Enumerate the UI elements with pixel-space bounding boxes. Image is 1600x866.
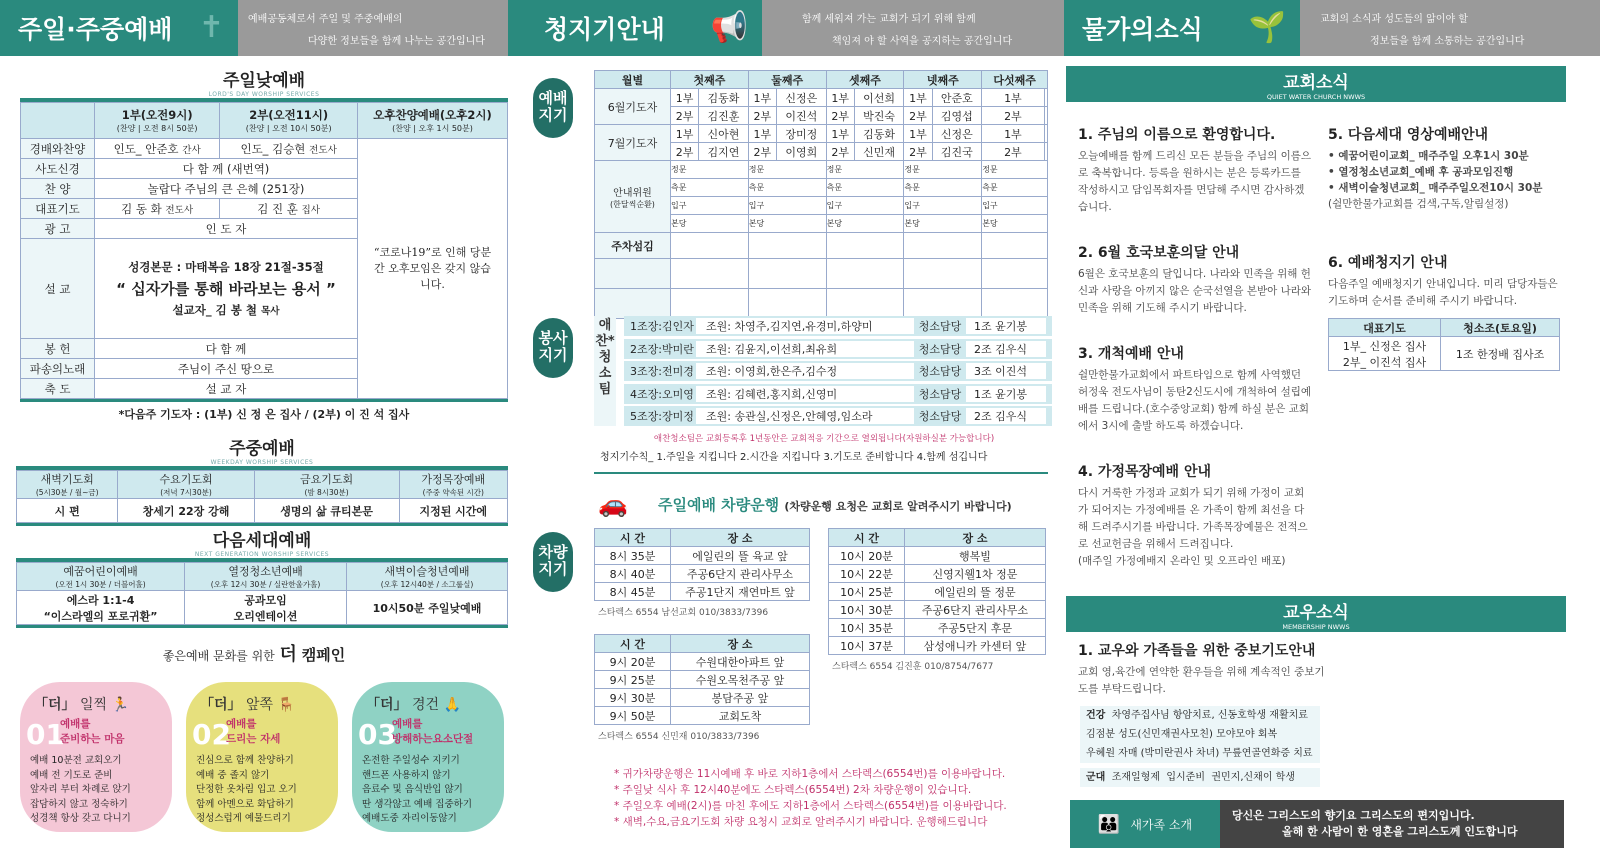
car-route-1: 시 간 장 소 8시 35분 에일린의 뜰 육교 앞 8시 40분 주공6단지 관리사무소 8시 45분 주공1단지 재연마트 앞 스타렉스 6554 남선교회 010/3833/7396 [594,528,810,618]
steward-rules: 청지기수칙_ 1.주일을 지킵니다 2.시간을 지킵니다 3.기도로 준비합니다 4.함께 섬깁니다 [600,452,988,463]
nextgen-table: 예꿈어린이예배 (오전 1시 30분 / 더블어홀) 열정청소년예배 (오후 12시 30분 / 실란한울가홀) 새벽이슬청년예배 (오후 12시40분 / 소그룹실) 에스라 1:1-4 “이스라엘의 포로귀환” 공과모임 오리엔테이션 10시50분 주일낮예배 [16,562,508,625]
campaign-title: 좋은예배 문화를 위한 더 캠페인 [162,644,346,665]
service-team-label: 애찬*청소팀 [594,316,616,426]
megaphone-icon: 📢 [710,10,748,45]
health-prayers: 건강 차영주집사님 항암치료, 신동호학생 재활치료 김점분 성도(신민재권사모친) 모야모야 회복 우혜원 자매 (박미란권사 차녀) 무릎연골연화증 치료 [1080,706,1320,763]
header-worship: 주일·주중예배 ✝ 예배공동체로서 주일 및 주중예배의 다양한 정보들을 함께 나누는 공간입니다 [0,0,508,56]
member-news-body: 1. 교우와 가족들을 위한 중보기도안내 교회 영,육간에 연약한 환우들을 위해 계속적인 중보기도를 부탁드립니다. [1078,643,1325,695]
weekday-title: 주중예배 [229,439,295,459]
campaign-card-1: 「더」 일찍 🏃 01 예배를 준비하는 마음 예배 10분전 교회오기 예배 전 기도로 준비 앞자리 부터 차례로 앉기 잡담하지 않고 정숙하기 성경책 항상 갖고 다니기 [20,682,172,832]
car-route-2: 시 간 장 소 9시 20분 수원대한아파트 앞 9시 25분 수원오목천주공 앞 9시 30분 봉담주공 앞 9시 50분 교회도착 스타렉스 6554 신민재 010/3833/7396 [594,634,810,742]
header-cleaning-title: 청지기안내 📢 [508,0,762,56]
church-news-left: 1. 주님의 이름으로 환영합니다. 오늘예배를 함께 드리신 모든 분들을 주님의 이름으로 축복합니다. 등록을 원하시는 분은 등록카드를 작성하시고 담임목회자를 면담해 주시면 감사하겠습니다. 2. 6월 호국보훈의달 안내 6월은 호국보훈의 달입니다. 나라와 민족을 위해 헌신과 사랑을 아끼지 않은 순국선열을 본받아 나라와 민족을 위해 기도해 주시기 바랍니다. 3. 개척예배 안내 쉴만한물가교회에서 파트타임으로 함께 사역했던 허정욱 전도사님이 동탄2신도시에 개척하여 설립예배를 드립니다.(호수중앙교회) 함께 하실 분은 교회에서 3시에 출발 하도록 하겠습니다. 4. 가정목장예배 안내 다시 거룩한 가정과 교회가 되기 위해 가정이 교회가 되어지는 가정예배를 온 가족이 함께 최선을 다해 드려주시기를 바랍니다. 가족목장예물은 전적으로 선교헌금을 위해서 드려집니다. (매주일 가정예배지 온라인 및 오프라인 배포) [1078,127,1312,567]
car-icon: 🚗 [598,490,628,518]
sunday-title: 주일낮예배 [222,71,306,91]
sermon-title: “ 십자가를 통해 바라보는 용서 ” [116,280,336,298]
car-badge: 차량지기 [533,532,573,592]
nextgen-title: 다음세대예배 [212,531,312,551]
church-news-right: 5. 다음세대 영상예배안내 • 예꿈어린이교회_ 매주주일 오후1시 30분 • 열정청소년교회_예배 후 공과모임진행 • 새벽이슬청년교회_ 매주주일오전10시 30분 (쉴만한물가교회를 검색,구독,알림설정) 6. 예배청지기 안내 다음주일 예배청지기 안내입니다. 미리 담당자들은 기도하며 순서를 준비해 주시기 바랍니다. 대표기도 청소조(토요일) 1부_ 신정은 집사 2부_ 이진석 집사 1조 한정배 집사조 [1328,124,1560,371]
covid-notice: “코로나19”로 인해 당분간 오후모임은 갖지 않습니다. [358,139,508,399]
car-route-3: 시 간 장 소 10시 20분 행복빌 10시 22분 신영지웰1차 정문 10시 25분 에일린의 뜰 정문 10시 30분 주공6단지 관리사무소 10시 35분 주공5단지 후문 10시 37분 삼성애니카 카센터 앞 스타렉스 6554 김진훈 010/8754/7677 [828,528,1046,672]
header-news: 물가의소식 🌱 교회의 소식과 성도들의 앎이야 할 정보들을 함께 소통하는 공간입니다 [1064,0,1600,56]
header-worship-title: 주일·주중예배 ✝ [0,0,238,56]
plant-icon: 🌱 [1248,10,1286,45]
duty-table: 월별 첫째주 둘째주 셋째주 넷째주 다섯째주 6월기도자 1부 김동화 1부 신정은 1부 이선희 1부 안준호 1부 2부 김진훈 2부 이진석 2부 박진숙 2부 김영섭 2부 7월기도자 1부 신아현 1부 장미정 1부 김동화 1부 신정은 1부 2부 김지연 2부 이영희 2부 신민재 2부 김진국 2부 안내위원 (한달씩순환) 정문 정문 정문 정문 정문 측문 측문 측문 측문 측문 입구 입구 입구 입구 입구 본당 본당 본당 본당 본당 주차섬김 [594,70,1048,319]
new-family-footer: 👪 새가족 소개 당신은 그리스도의 향기요 그리스도의 편지입니다. 올해 한 사람이 한 영혼을 그리스도께 인도합니다 [1070,800,1564,848]
sunday-table: 1부(오전9시) (찬양 | 오전 8시 50분) 2부(오전11시) (찬양 | 오전 10시 50분) 오후찬양예배(오후2시) (찬양 | 오후 1시 50분) 경배와찬양 인도_ 안준호 간사 인도_ 김승현 전도사 “코로나19”로 인해 당분간 오후모임은 갖지 않습니다. 사도신경 다 함 께 (새번역) 찬 양 놀랍다 주님의 큰 은혜 (251장) 대표기도 김 동 화 전도사 김 진 훈 집사 광 고 인 도 자 설 교 성경본문 : 마태복음 18장 21절-35절 “ 십자가를 통해 바라보는 용서 ” 설교자_ 김 봉 철 목사 봉 헌 다 함 께 파송의노래 주님이 주신 땅으로 축 도 설 교 자 [20,102,508,399]
campaign-logo: 더 [279,644,297,665]
duty-badge: 예배지기 [533,78,573,138]
family-icon: 👪 [1097,813,1121,835]
car-notes: * 귀가차량운행은 11시예배 후 바로 지하1층에서 스타렉스(6554번)를 이용바랍니다. * 주일낮 식사 후 12시40분에도 스타렉스(6554번) 2차 차량운행이 있습니다. * 주일오후 예배(2시)를 마친 후에도 지하1층에서 스타렉스(6554번)를 이용바랍니다. * 새벽,수요,금요기도회 차량 요청시 교회로 알려주시기 바랍니다. 운행해드립니다 [614,768,1007,828]
church-news-banner: 교회소식 QUIET WATER CHURCH NWWS [1066,66,1566,102]
next-steward-table: 대표기도 청소조(토요일) 1부_ 신정은 집사 2부_ 이진석 집사 1조 한정배 집사조 [1328,318,1560,371]
campaign-card-3: 「더」 경건 🙏 03 예배를 방해하는요소단절 온전한 주일성수 지키기 핸드폰 사용하지 않기 음료수 및 음식반입 않기 딴 생각않고 예배 집중하기 예배도중 자리이동않기 [352,682,504,832]
member-news-banner: 교우소식 MEMBERSHIP NWWS [1066,596,1566,632]
next-prayer: *다음주 기도자 : (1부) 신 정 은 집사 / (2부) 이 진 석 집사 [118,408,410,421]
service-groups: 1조장:김인자 조원: 차영주,김지연,유경미,하양미 청소담당 1조 윤기봉 2조장:박미란 조원: 김윤지,이선희,최유희 청소담당 2조 김우식 3조장:전미경 조원: 이영희,한은주,김수정 청소담당 3조 이진석 4조장:오미영 조원: 김혜련,홍지희,신영미 청소담당 1조 윤기봉 5조장:장미정 조원: 송관실,신정은,안혜영,임소라 청소담당 2조 김우식 [624,316,1052,426]
header-cleaning: 청지기안내 📢 함께 세워져 가는 교회가 되기 위해 함께 책임져 야 할 사역을 공지하는 공간입니다 [508,0,1064,56]
header-news-title: 물가의소식 🌱 [1064,0,1300,56]
army-prayers: 군대 조재일형제 입시준비 권민지,신채이 학생 [1080,768,1320,787]
weekday-table: 새벽기도회 (5시30분 / 월~금) 수요기도회 (저녁 7시30분) 금요기도회 (밤 8시30분) 가정목장예배 (주중 약속된 시간) 시 편 창세기 22장 강해 생명의 삶 큐티본문 지정된 시간에 [16,470,508,523]
car-title: 주일예배 차량운행 (차량운행 요청은 교회로 알려주시기 바랍니다) [658,496,1012,514]
service-badge: 봉사지기 [533,318,573,378]
book-icon: ✝ [198,10,224,45]
campaign-card-2: 「더」 앞쪽 🪑 02 예배를 드리는 자세 진심으로 함께 찬양하기 예배 중 졸지 않기 단정한 옷차림 입고 오기 함께 아멘으로 화답하기 정성스럽게 예물드리기 [186,682,338,832]
